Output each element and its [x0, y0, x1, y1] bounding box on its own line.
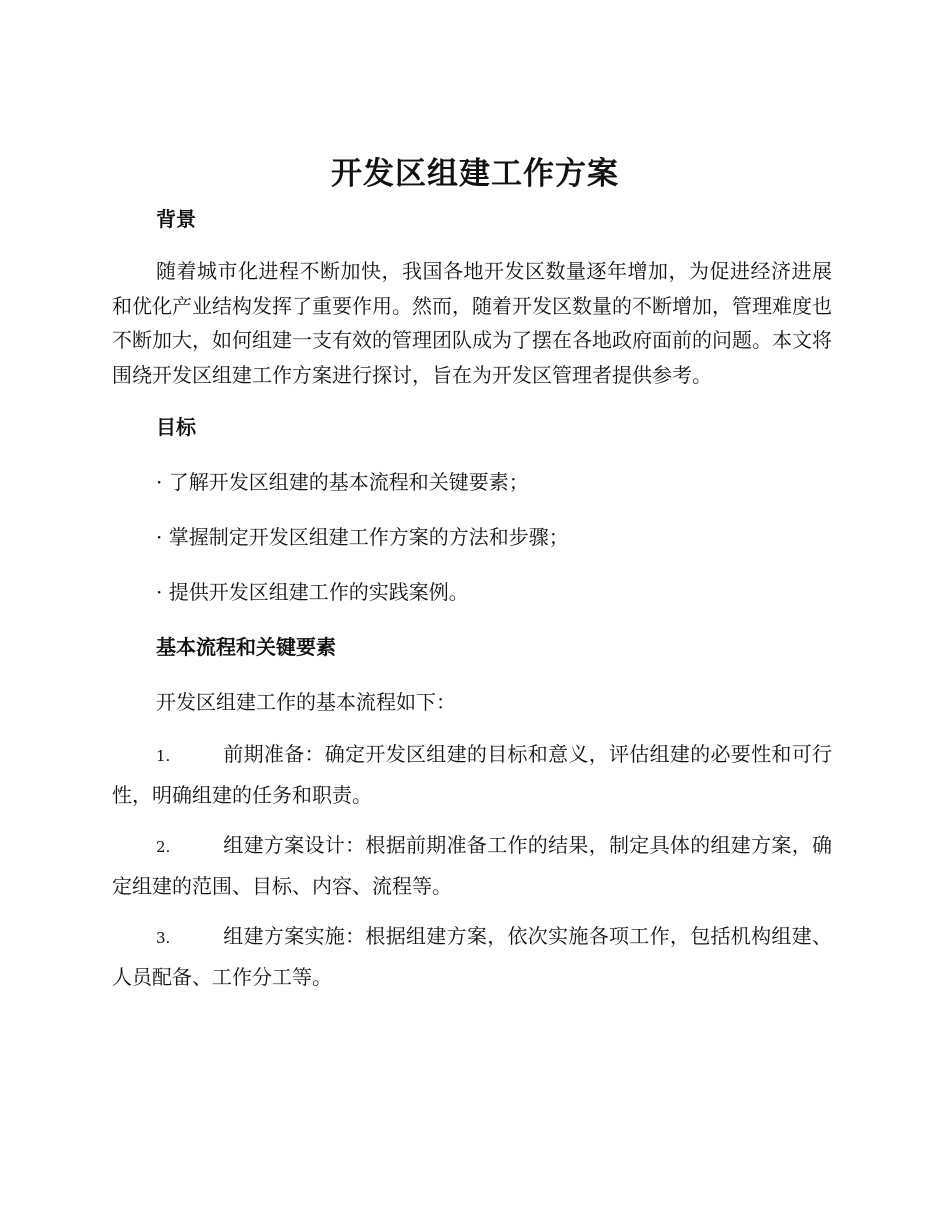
- process-intro: 开发区组建工作的基本流程如下：: [156, 690, 456, 714]
- document-body: [112, 202, 832, 997]
- document-title: 开发区组建工作方案: [331, 156, 619, 192]
- background-paragraph: 随着城市化进程不断加快，我国各地开发区数量逐年增加，为促进经济进展和优化产业结构发挥了重要作用。然而，随着开发区数量的不断增加，管理难度也不断加大，如何组建一支有效的管理团队成为了摆在各地政府面前的问题。本文将围绕开发区组建工作方案进行探讨，旨在为开发区管理者提供参考。: [112, 259, 832, 387]
- step-text: 组建方案实施：根据组建方案，依次实施各项工作，包括机构组建、人员配备、工作分工等。: [112, 924, 832, 989]
- step-text: 组建方案设计：根据前期准备工作的结果，制定具体的组建方案，确定组建的范围、目标、内容、流程等。: [112, 833, 832, 898]
- step-number: 3.: [156, 929, 171, 947]
- step-number: 2.: [156, 838, 171, 856]
- step-number: 1.: [156, 747, 171, 765]
- process-step: [112, 917, 832, 997]
- step-text: 前期准备：确定开发区组建的目标和意义，评估组建的必要性和可行性，明确组建的任务和职责。: [112, 742, 832, 807]
- section-heading-process: 基本流程和关键要素: [156, 635, 336, 659]
- section-heading-goals: 目标: [156, 415, 196, 439]
- goal-bullet: · 提供开发区组建工作的实践案例。: [156, 580, 469, 604]
- process-step: [112, 735, 832, 815]
- process-step: [112, 826, 832, 906]
- goal-bullet: · 掌握制定开发区组建工作方案的方法和步骤；: [156, 525, 569, 549]
- section-heading-background: 背景: [156, 207, 196, 231]
- goal-bullet: · 了解开发区组建的基本流程和关键要素；: [156, 470, 529, 494]
